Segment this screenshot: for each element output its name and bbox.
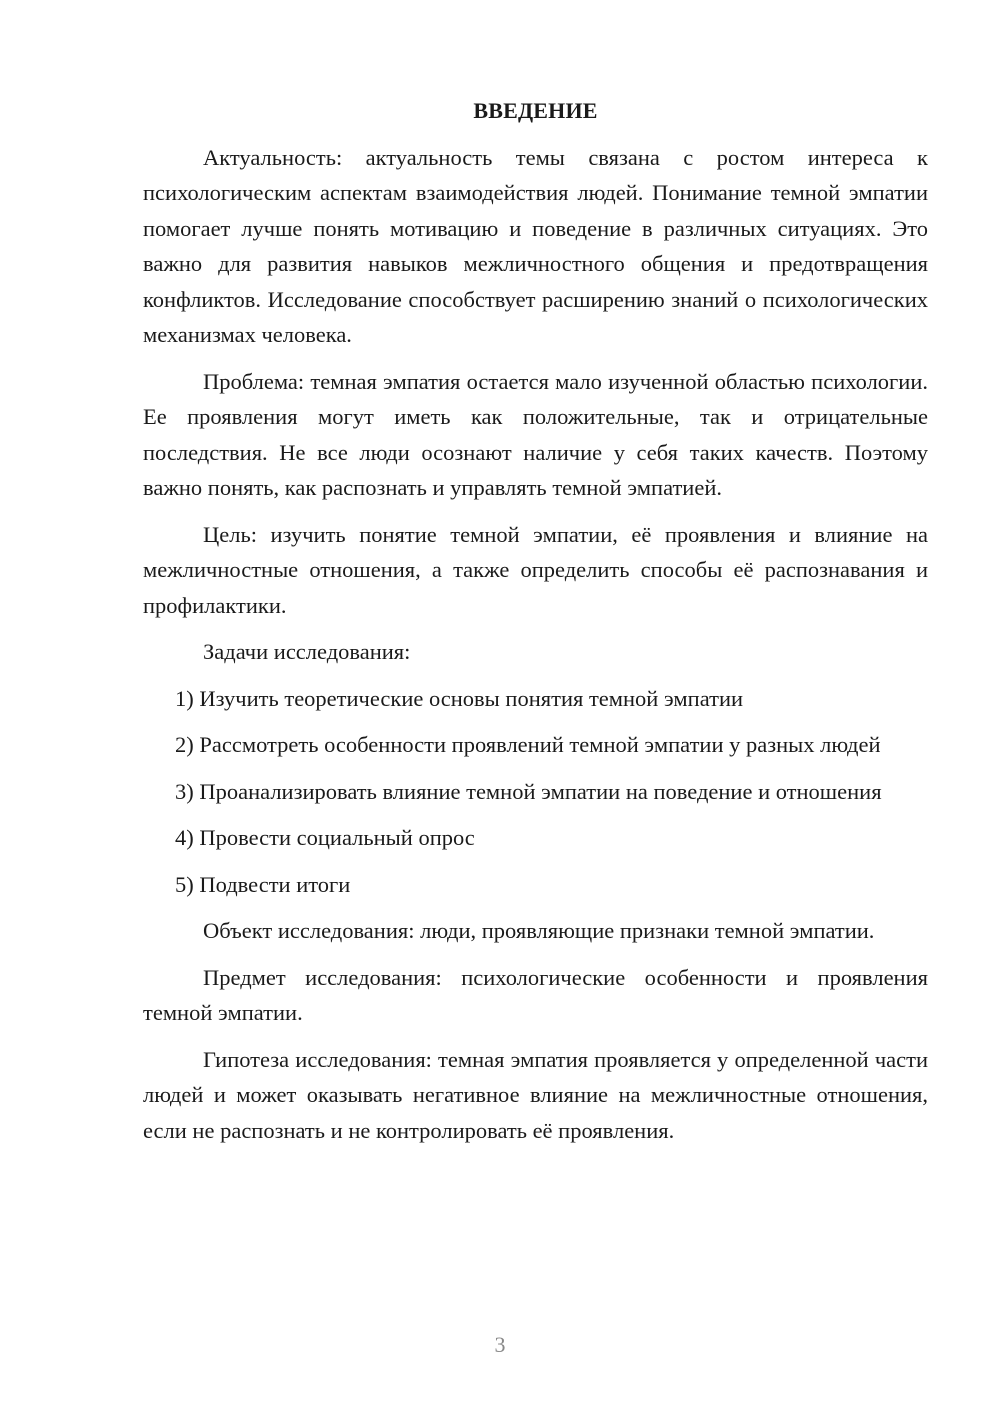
list-item: 4) Провести социальный опрос <box>175 825 475 850</box>
paragraph-tasks-heading: Задачи исследования: <box>203 639 411 664</box>
paragraph-goal: Цель: изучить понятие темной эмпатии, её проявления и влияние на межличностные отношения, а также определить способы её распознавания и профилактики. <box>143 521 928 618</box>
list-item: 5) Подвести итоги <box>175 871 351 897</box>
paragraph-hypothesis: Гипотеза исследования: темная эмпатия проявляется у определенной части людей и может оказывать негативное влияние на межличностные отношения, если не распознать и не контролировать её проявления. <box>143 1046 928 1143</box>
paragraph-subject: Предмет исследования: психологические особенности и проявления темной эмпатии. <box>143 964 928 1025</box>
list-item: 3) Проанализировать влияние темной эмпатии на поведение и отношения <box>175 778 882 804</box>
paragraph-problem: Проблема: темная эмпатия остается мало изученной областью психологии. Ее проявления могут иметь как положительные, так и отрицательные последствия. Не все люди осознают наличие у себя таких качеств. Поэтому важно понять, как распознать и управлять темной эмпатией. <box>143 368 928 500</box>
page-title: ВВЕДЕНИЕ <box>473 98 598 123</box>
page-number: 3 <box>494 1332 506 1357</box>
list-item: 1) Изучить теоретические основы понятия темной эмпатии <box>175 685 744 711</box>
list-item: 2) Рассмотреть особенности проявлений темной эмпатии у разных людей <box>175 732 881 757</box>
paragraph-relevance: Актуальность: актуальность темы связана с ростом интереса к психологическим аспектам взаимодействия людей. Понимание темной эмпатии помогает лучше понять мотивацию и поведение в различных ситуациях. Это важно для развития навыков межличностного общения и предотвращения конфликтов. Исследование способствует расширению знаний о психологических механизмах человека. <box>143 144 928 347</box>
page-content <box>143 93 928 1159</box>
tasks-list <box>143 681 928 903</box>
paragraph-object: Объект исследования: люди, проявляющие признаки темной эмпатии. <box>203 918 875 943</box>
